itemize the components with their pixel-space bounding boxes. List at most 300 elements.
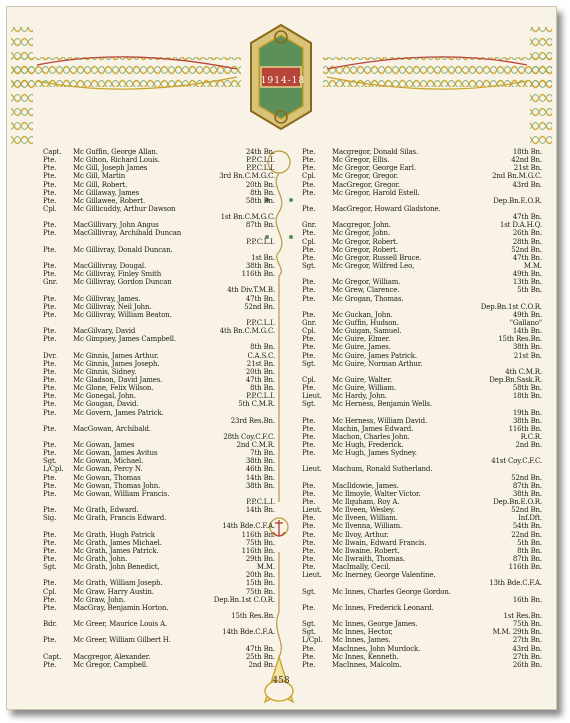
entry-rank: Pte. [302,245,316,254]
entry-unit: 14th Bn. [512,327,542,336]
entry-rank: Lieut. [302,392,322,401]
roll-entry [43,417,275,425]
entry-name: Mc Guire, James. [332,343,391,352]
page-number: 458 [272,676,290,686]
entry-name: Mc Grath, James Michael. [73,538,162,547]
roll-entry [43,547,275,555]
entry-unit: 38th Bn. [512,343,542,352]
entry-rank: Pte. [43,481,57,490]
entry-name: Mc Ilvenna, William. [332,522,403,531]
entry-rank: Pte. [43,196,57,205]
entry-rank: Pte. [43,245,57,254]
entry-name: Mc Greer, Maurice Louis A. [73,620,168,629]
entry-name: Mc Ginnis, James Arthur. [73,351,159,360]
entry-rank: Pte. [43,384,57,393]
roll-entry [43,319,275,327]
roll-entry [43,254,275,262]
roll-entry [43,172,275,180]
entry-unit: 23rd Res.Bn. [230,416,275,425]
entry-rank: Pte. [43,180,57,189]
roll-entry [302,596,542,604]
entry-rank: L/Cpl. [302,636,323,645]
entry-unit: 27th Bn. [512,652,542,661]
entry-unit: 21st Bn. [246,359,275,368]
entry-name: MacInnes, Malcolm. [332,660,402,669]
entry-rank: Sgt. [43,457,57,466]
entry-rank: Pte. [43,538,57,547]
entry-rank: Pte. [43,489,57,498]
entry-rank: Pte. [302,514,316,523]
entry-rank: Sgt. [302,620,316,629]
roll-entry [302,555,542,563]
roll-entry [43,579,275,587]
entry-unit: 4th Bn.C.M.G.C. [219,327,275,336]
entry-name: Machum, Ronald Sutherland. [332,465,433,474]
entry-rank: Pte. [302,441,316,450]
entry-unit: 26th Bn. [512,660,542,669]
entry-name: Mc Guire, Norman Arthur. [332,359,423,368]
entry-rank: Pte. [302,384,316,393]
entry-name: Mc Gowan, Michael. [73,457,144,466]
entry-rank: Pte. [302,156,316,165]
entry-name: Machin, James Edward. [332,424,414,433]
roll-entry [43,278,275,286]
entry-rank: Pte. [302,530,316,539]
entry-unit: P.P.C.L.I. [246,318,275,327]
entry-unit: 15th Bn. [245,579,275,588]
entry-name: Mc Gillawee, Robert. [73,196,146,205]
entry-unit: 1st Res.Bn. [503,612,542,621]
roll-entry [43,539,275,547]
roll-entry [43,555,275,563]
roll-entry [302,286,542,294]
entry-name: Mc Innes, James. [332,636,391,645]
entry-name: Mc Greer, William Gilbert H. [73,636,171,645]
roll-entry [302,425,542,433]
entry-unit: "Gallano" [509,318,542,327]
entry-unit: M.M. 29th Bn. [492,628,542,637]
roll-entry [43,506,275,514]
entry-rank: Pte. [43,424,57,433]
roll-entry [302,612,542,620]
entry-rank: Pte. [43,164,57,173]
entry-unit: 43rd Bn. [512,644,542,653]
entry-unit: Dep.Bn.E.O.R. [493,196,542,205]
roll-entry [302,197,542,205]
entry-rank: Cpl. [302,327,316,336]
roll-entry [43,286,275,294]
entry-unit: 3rd Bn.C.M.G.C. [219,172,275,181]
roll-entry [43,368,275,376]
entry-rank: Gnr. [43,278,58,287]
entry-rank: Pte. [43,595,57,604]
roll-entry [302,449,542,457]
entry-unit: 27th Bn. [512,636,542,645]
entry-rank: Cpl. [302,237,316,246]
roll-entry [43,156,275,164]
entry-rank: Pte. [302,180,316,189]
entry-unit: R.C.R. [520,432,542,441]
roll-entry [302,368,542,376]
entry-unit: 58th Bn. [512,384,542,393]
entry-unit: 15th Res.Bn. [498,335,542,344]
entry-unit: 13th Bde.C.F.A. [489,579,542,588]
entry-rank: Pte. [302,644,316,653]
entry-rank: Pte. [43,172,57,181]
entry-rank: Pte. [302,164,316,173]
entry-name: Mc Gowan, James Avitus [73,449,158,458]
entry-name: Mc Innes, Charles George Gordon. [332,587,451,596]
entry-unit: Dep.Bn.E.O.R. [493,498,542,507]
roll-entry [302,254,542,262]
roll-entry [302,303,542,311]
roll-entry [43,246,275,254]
entry-name: Mc Gillaway, James [73,188,140,197]
entry-name: Mc Inerney, George Valentine. [332,571,436,580]
entry-unit: 2nd Bn. [515,441,542,450]
roll-entry [302,441,542,449]
roll-entry [302,433,542,441]
roll-entry [43,295,275,303]
entry-rank: Pte. [302,424,316,433]
entry-name: Mc Innes, Kenneth. [332,652,399,661]
entry-rank: Sig. [43,514,57,523]
roll-entry [302,246,542,254]
entry-rank: Pte. [302,522,316,531]
entry-name: Mc Ginnis, Sidney. [73,367,137,376]
entry-rank: Pte. [302,351,316,360]
roll-entry [43,409,275,417]
entry-unit: 49th Bn. [512,310,542,319]
entry-name: Mc Ilveen, William. [332,514,398,523]
entry-rank: Pte. [302,148,316,156]
roll-entry [302,506,542,514]
roll-entry [43,343,275,351]
entry-unit: 47th Bn. [245,294,275,303]
entry-name: Mc Guire, Elmer. [332,335,391,344]
entry-name: Mc Gowan, James [73,441,135,450]
entry-name: Mc Grath, James Patrick. [73,546,159,555]
roll-entry [302,628,542,636]
entry-rank: Pte. [43,392,57,401]
roll-entry [43,612,275,620]
entry-unit: 2nd Bn.M.G.C. [492,172,542,181]
entry-unit: 28th Bn. [512,237,542,246]
roll-entry [302,474,542,482]
entry-rank: Pte. [43,408,57,417]
entry-unit: 75th Bn. [245,587,275,596]
entry-rank: Pte. [302,188,316,197]
roll-entry [43,376,275,384]
entry-unit: 7th Bn. [250,449,275,458]
entry-rank: Sgt. [302,261,316,270]
entry-unit: 18th Bn. [512,148,542,156]
roll-entry [43,164,275,172]
roll-entry [43,270,275,278]
entry-unit: 49th Bn. [512,270,542,279]
entry-rank: Pte. [43,367,57,376]
entry-unit: 38th Bn. [512,416,542,425]
entry-rank: Pte. [43,473,57,482]
entry-rank: Pte. [43,375,57,384]
entry-unit: P.P.C.L.I. [246,156,275,165]
roll-entry [43,197,275,205]
entry-rank: Pte. [43,359,57,368]
roll-entry [302,417,542,425]
entry-name: Mc Gill, Robert. [73,180,128,189]
entry-unit: 15th Res.Bn. [231,612,275,621]
entry-rank: Pte. [302,660,316,669]
left-roll-column [43,148,275,669]
entry-unit: Inf.Dft. [518,514,542,523]
roll-entry [302,376,542,384]
entry-rank: Pte. [43,400,57,409]
entry-rank: Capt. [43,652,62,661]
entry-name: MacGregor, Gregor. [332,180,400,189]
entry-rank: Pte. [43,636,57,645]
entry-name: MacGray, Benjamin Horton. [73,603,169,612]
entry-unit: 38th Bn. [245,457,275,466]
entry-unit: 46th Bn. [245,465,275,474]
entry-rank: Pte. [43,310,57,319]
entry-unit: 28th Coy.C.F.C. [223,432,275,441]
entry-rank: Cpl. [302,375,316,384]
roll-entry [302,409,542,417]
entry-name: Mc Ilwraith, Thomas. [332,555,405,564]
roll-entry [302,547,542,555]
entry-name: Mc Gregor, Gregor. [332,172,398,181]
entry-unit: 14th Bde.C.F.A. [222,522,275,531]
entry-name: Mc Grath, Hugh Patrick [73,530,155,539]
entry-rank: Pte. [43,156,57,165]
entry-unit: P.P.C.L.I. [246,392,275,401]
roll-entry [302,645,542,653]
roll-entry [43,474,275,482]
roll-entry [302,392,542,400]
entry-rank: L/Cpl. [43,465,64,474]
entry-name: Mc Hardy, John. [332,392,387,401]
entry-name: Mc Gihon, Richard Louis. [73,156,160,165]
roll-entry [302,514,542,522]
entry-name: Mc Grath, William Joseph. [73,579,163,588]
entry-name: Mc Grogan, Thomas. [332,294,404,303]
entry-name: Macgregor, John. [332,221,391,230]
roll-entry [302,213,542,221]
entry-unit: 14th Bn. [245,473,275,482]
roll-entry [43,449,275,457]
roll-entry [302,653,542,661]
entry-rank: Pte. [302,294,316,303]
roll-entry [43,213,275,221]
entry-unit: 4th Div.T.M.B. [227,286,275,295]
entry-rank: Pte. [43,221,57,230]
entry-rank: Sgt. [302,400,316,409]
entry-unit: M.M. [256,563,275,572]
entry-rank: Pte. [43,449,57,458]
entry-name: Mc Guire, Walter. [332,375,392,384]
roll-entry [302,384,542,392]
roll-entry [302,172,542,180]
entry-name: Mc Guffin, George Allan. [73,148,158,156]
entry-rank: Capt. [43,148,62,156]
right-roll-column [302,148,542,669]
entry-unit: 87th Bn. [512,555,542,564]
entry-name: Mc Innes, Frederick Leonard. [332,603,434,612]
roll-entry [43,303,275,311]
entry-name: MacGowan, Archibald. [73,424,151,433]
entry-rank: Pte. [302,204,316,213]
roll-entry [302,620,542,628]
roll-entry [302,343,542,351]
entry-name: Mc Gregor, John. [332,229,390,238]
entry-name: Mc Gimpsey, James Campbell. [73,335,176,344]
entry-unit: 75th Bn. [245,538,275,547]
entry-unit: 52nd Bn. [244,302,275,311]
entry-name: Mc Ilquham, Roy A. [332,498,400,507]
entry-rank: Pte. [302,603,316,612]
entry-unit: 47th Bn. [245,375,275,384]
entry-name: Mc Gregor, Campbell. [73,660,149,669]
entry-name: Mc Gonegal, John. [73,392,136,401]
entry-rank: Pte. [302,335,316,344]
roll-entry [43,229,275,237]
roll-entry [302,311,542,319]
entry-rank: Pte. [302,538,316,547]
roll-entry [43,571,275,579]
roll-entry [302,229,542,237]
entry-unit: 116th Bn. [241,546,275,555]
entry-unit: 116th Bn. [241,270,275,279]
entry-unit: 38th Bn. [245,481,275,490]
entry-rank: Pte. [43,546,57,555]
entry-rank: Pte. [43,270,57,279]
roll-entry [302,539,542,547]
roll-entry [43,636,275,644]
entry-unit: 13th Bn. [512,278,542,287]
entry-unit: 58th Bn. [245,196,275,205]
roll-entry [43,653,275,661]
roll-entry [302,164,542,172]
entry-unit: 29th Bn. [245,555,275,564]
entry-rank: Pte. [43,660,57,669]
entry-unit: P.P.C.L.I. [246,498,275,507]
entry-unit: 1st Bn.C.M.G.C. [220,213,275,222]
entry-unit: 1st Bn. [251,253,275,262]
entry-rank: Gnr. [302,318,317,327]
roll-entry [302,238,542,246]
entry-rank: Pte. [43,261,57,270]
entry-rank: Pte. [302,432,316,441]
entry-rank: Pte. [43,188,57,197]
entry-name: Mc Grew, Clarence. [332,286,400,295]
entry-unit: 116th Bn. [508,563,542,572]
entry-name: Macgregor, Alexander. [73,652,151,661]
roll-entry [302,563,542,571]
roll-entry [43,392,275,400]
entry-unit: 38th Bn. [245,261,275,270]
roll-entry [302,156,542,164]
entry-name: Mc Ilwaine, Robert. [332,546,400,555]
entry-name: Mc Gregor, Ellis. [332,156,390,165]
entry-name: Mc Guckan, John. [332,310,393,319]
entry-rank: Lieut. [302,506,322,515]
roll-entry [43,604,275,612]
entry-unit: 47th Bn. [512,253,542,262]
roll-entry [43,384,275,392]
war-years-title: 1914-18 [260,76,306,86]
entry-rank: Pte. [302,652,316,661]
entry-name: Mc Gill, Joseph James [73,164,148,173]
entry-name: MacGillivary, John Angus [73,221,159,230]
roll-entry [43,311,275,319]
entry-unit: 1st D.A.H.Q. [499,221,542,230]
entry-name: Mc Grath, John Benedict, [73,563,160,572]
entry-name: Mc Innes, Hector, [332,628,393,637]
entry-name: Mc Gregor, William. [332,278,401,287]
entry-rank: Lieut. [302,571,322,580]
roll-entry [302,221,542,229]
entry-name: Mc Gillivray, Donald Duncan. [73,245,173,254]
entry-name: MacGillivray, Archibald Duncan [73,229,182,238]
entry-unit: 41st Coy.C.F.C. [491,457,542,466]
entry-name: Mc Gregor, Wilfred Leo, [332,261,415,270]
entry-unit: 16th Bn. [512,595,542,604]
roll-entry [43,588,275,596]
entry-unit: Dep.Bn.Sask.R. [489,375,542,384]
entry-name: Mc Govern, James Patrick. [73,408,164,417]
roll-entry [43,425,275,433]
entry-unit: 20th Bn. [245,571,275,580]
entry-unit: 8th Bn. [250,343,275,352]
entry-rank: Pte. [302,449,316,458]
entry-unit: 20th Bn. [245,367,275,376]
entry-unit: 5th Bn. [517,286,542,295]
entry-name: Mc Gregor, Robert. [332,245,398,254]
entry-rank: Pte. [43,294,57,303]
entry-name: Mc Graw, John. [73,595,126,604]
roll-entry [302,571,542,579]
entry-unit: 14th Bn. [245,506,275,515]
roll-entry [43,327,275,335]
entry-name: MacInnes, John Murdock. [332,644,421,653]
entry-rank: Pte. [43,506,57,515]
roll-entry [302,262,542,270]
roll-entry [43,238,275,246]
entry-name: MacIldowie, James. [332,481,399,490]
entry-name: MacGregor, Howard Gladstone. [332,204,441,213]
roll-entry [302,295,542,303]
entry-rank: Pte. [43,302,57,311]
entry-name: Mc Gougan, David. [73,400,139,409]
roll-entry [43,482,275,490]
entry-name: Mc Hugh, James Sydney. [332,449,417,458]
entry-unit: 47th Bn. [512,213,542,222]
entry-unit: 47th Bn. [245,644,275,653]
entry-name: Mc Gowan, Thomas John. [73,481,161,490]
entry-unit: 87th Bn. [245,221,275,230]
entry-name: Mc Grath, Francis Edward. [73,514,167,523]
entry-name: Mc Herness, Benjamin Wells. [332,400,432,409]
entry-name: Mc Gowan, William Francis. [73,489,170,498]
roll-entry [302,522,542,530]
entry-name: Mc Guffin, Hudson. [332,318,399,327]
roll-entry [302,498,542,506]
entry-name: Mc Grath, Edward. [73,506,139,515]
entry-rank: Pte. [302,343,316,352]
roll-entry [43,620,275,628]
entry-rank: Pte. [302,229,316,238]
roll-entry [43,522,275,530]
